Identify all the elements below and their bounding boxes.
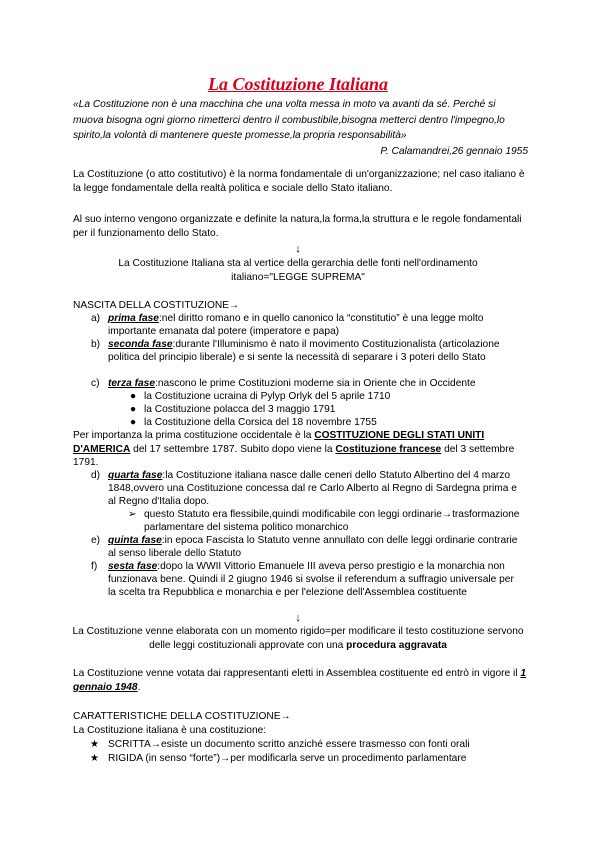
phase-item-b	[91, 338, 523, 364]
phase-label: d)	[91, 470, 101, 481]
phase-item-e	[91, 534, 523, 560]
characteristic-item: ★ SCRITTA→esiste un documento scritto anziché essere trasmesso con fonti orali	[90, 739, 470, 750]
vote-paragraph: La Costituzione venne votata dai rappresentanti eletti in Assemblea costituente ed entrò in vigore il 1 gennaio 1948.	[73, 668, 527, 693]
entry-date: 1 gennaio 1948	[73, 668, 527, 693]
quote-text: «La Costituzione non è una macchina che una volta messa in moto va avanti da sé. Perché si muova bisogna ogni giorno rimetterci dentro il combustibile,bisogna metterci dentro l'impegno,lo spirito,la volontà di mantenere queste promesse,la propria responsabilità»	[73, 99, 505, 141]
phase-text: :dopo la WWII Vittorio Emanuele III aveva perso prestigio e la monarchia non funzionava bene. Quindi il 2 giugno 1946 si svolse il referendum a suffragio universale per la scelta tra Repubblica e monarchia e per l'elezione dell'Assemblea costituente	[108, 561, 514, 598]
phase-text: :in epoca Fascista lo Statuto venne annullato con delle leggi ordinarie contrarie al senso liberale dello Statuto	[108, 535, 518, 559]
constitution-list-item: ● la Costituzione polacca del 3 maggio 1791	[130, 404, 336, 415]
phase-item-a	[91, 312, 523, 338]
statuto-note: ➢ questo Statuto era flessibile,quindi modificabile con leggi ordinarie→trasformazione parlamentare del sistema politico monarchico	[128, 509, 520, 533]
phase-label: a)	[91, 313, 101, 324]
phase-name: seconda fase	[108, 339, 173, 350]
usa-constitution: COSTITUZIONE DEGLI STATI UNITI D'AMERICA	[73, 430, 485, 455]
phase-name: sesta fase	[108, 561, 158, 572]
bullet-icon: ●	[130, 404, 137, 415]
phase-text: :la Costituzione italiana nasce dalle ceneri dello Statuto Albertino del 4 marzo 1848,ovvero una Costituzione concessa dal re Carlo Alberto al Regno di Sardegna prima e al Regno d'Italia dopo.	[108, 470, 517, 507]
phase-item-f	[91, 560, 523, 599]
phase-text: :durante l'Illuminismo è nato il movimento Costituzionalista (articolazione politica del principio liberale) e si sente la necessità di separare i 3 poteri dello Stato	[108, 339, 500, 363]
star-icon: ★	[90, 753, 100, 764]
section-heading-birth: NASCITA DELLA COSTITUZIONE→	[73, 300, 240, 311]
bullet-icon: ●	[130, 391, 137, 402]
characteristic-item: ★ RIGIDA (in senso “forte”)→per modificarla serve un procedimento parlamentare	[90, 753, 467, 764]
phase-name: prima fase	[108, 313, 159, 324]
bullet-icon: ●	[130, 417, 137, 428]
summary-rigid: La Costituzione venne elaborata con un momento rigido=per modificare il testo costituzione servono delle leggi costituzionali approvate con una procedura aggravata	[72, 626, 524, 651]
down-arrow-1: ↓	[295, 243, 301, 255]
phase-name: quarta fase	[108, 470, 163, 481]
phase-label: b)	[91, 339, 101, 350]
opening-quote	[73, 97, 528, 159]
phase-label: e)	[91, 535, 101, 546]
intro-paragraph-1: La Costituzione (o atto costitutivo) è la norma fondamentale di un'organizzazione; nel caso italiano è la legge fondamentale della realtà politica e sociale dello Stato italiano.	[73, 169, 525, 194]
phase-name: quinta fase	[108, 535, 162, 546]
phase-name: terza fase	[108, 378, 156, 389]
constitution-list-item: ● la Costituzione ucraina di Pylyp Orlyk del 5 aprile 1710	[130, 391, 391, 402]
aggravated-procedure: procedura aggravata	[346, 639, 447, 651]
characteristics-intro: La Costituzione italiana è una costituzione:	[73, 725, 267, 736]
phase-text: :nel diritto romano e in quello canonico la “constitutio” è una legge molto importante emanata dal potere (imperatore e papa)	[108, 313, 484, 337]
phase-item-d	[91, 469, 523, 508]
quote-author: P. Calamandrei,26 gennaio 1955	[380, 145, 528, 157]
page-title: La Costituzione Italiana	[207, 74, 389, 94]
phase-label: f)	[91, 561, 98, 572]
french-constitution: Costituzione francese	[335, 443, 442, 455]
intro-paragraph-2: Al suo interno vengono organizzate e definite la natura,la forma,la struttura e le regole fondamentali per il funzionamento dello Stato.	[73, 214, 522, 239]
phase-text: :nascono le prime Costituzioni moderne sia in Oriente che in Occidente	[155, 378, 476, 389]
constitution-list-item: ● la Costituzione della Corsica del 18 novembre 1755	[130, 417, 377, 428]
down-arrow-2: ↓	[295, 612, 301, 624]
star-icon: ★	[90, 739, 100, 750]
phase-label: c)	[91, 378, 100, 389]
phase-item-c	[91, 377, 523, 390]
arrowhead-bullet-icon: ➢	[128, 509, 137, 520]
importance-paragraph: Per importanza la prima costituzione occidentale è la COSTITUZIONE DEGLI STATI UNITI D'AMERICA del 17 settembre 1787. Subito dopo viene la Costituzione francese del 3 settembre 1791.	[73, 430, 515, 468]
section-heading-characteristics: CARATTERISTICHE DELLA COSTITUZIONE→	[73, 711, 291, 722]
summary-supreme-law: La Costituzione Italiana sta al vertice della gerarchia delle fonti nell'ordinamento italiano="LEGGE SUPREMA"	[118, 258, 478, 283]
